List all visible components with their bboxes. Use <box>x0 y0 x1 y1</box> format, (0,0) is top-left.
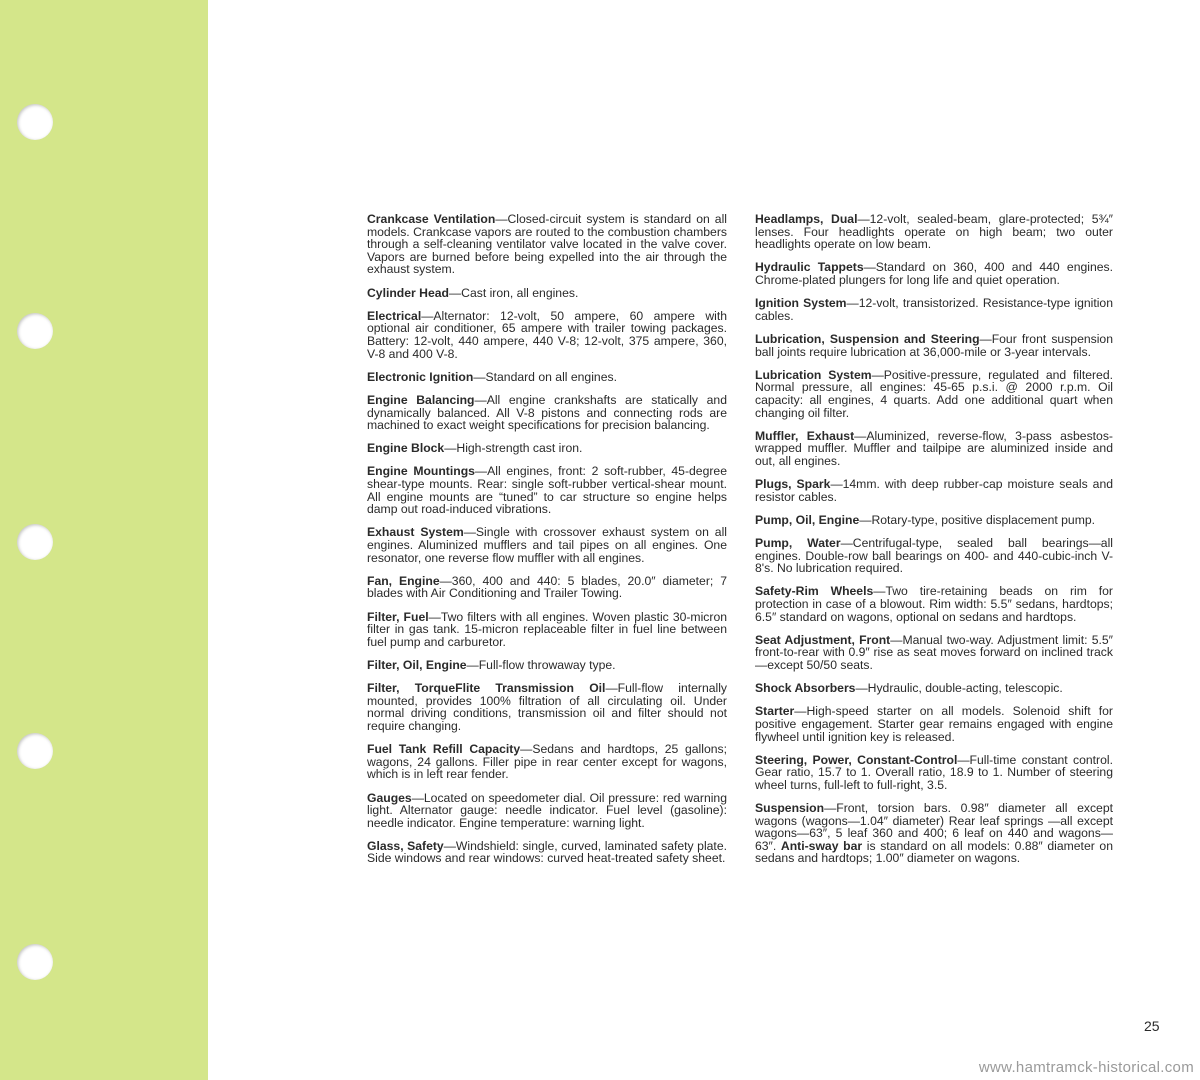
spec-text: —Two tire-retaining beads on rim for protection in case of a blowout. Rim width: 5.5″ sedans, hardtops; 6.5″ standard on wagons, optional on sedans and hardtops. <box>755 584 1113 624</box>
spec-entry <box>367 310 727 360</box>
spec-text: —Windshield: single, curved, laminated safety plate. Side windows and rear windows: curved heat-treated safety sheet. <box>367 838 727 866</box>
spec-entry-suspension <box>755 802 1113 865</box>
spec-entry <box>367 287 727 300</box>
spec-text: —All engine crankshafts are statically and dynamically balanced. All V-8 pistons and connecting rods are machined to exact weight specifications for precision balancing. <box>367 392 727 433</box>
spec-text: —Full-flow internally mounted, provides 100% filtration of all circulating oil. Under normal driving conditions, transmission oil and filter should not require changing. <box>367 681 728 733</box>
spec-text: —Standard on all engines. <box>473 369 617 384</box>
spec-entry <box>755 261 1113 286</box>
spec-entry <box>367 465 727 515</box>
spec-term: Lubrication, Suspension and Steering <box>755 331 980 346</box>
spec-text: —14mm. with deep rubber-cap moisture seals and resistor cables. <box>755 477 1114 504</box>
spec-term: Suspension <box>755 801 825 816</box>
spec-term: Steering, Power, Constant-Control <box>755 752 958 767</box>
spec-term: Fuel Tank Refill Capacity <box>367 742 521 757</box>
spec-entry <box>367 575 727 600</box>
spec-entry <box>367 840 727 865</box>
spec-entry <box>755 430 1113 468</box>
spec-text: —High-strength cast iron. <box>444 441 583 456</box>
spec-entry <box>367 526 727 564</box>
spec-entry <box>367 213 727 276</box>
binder-hole <box>17 313 53 349</box>
spec-term: Electrical <box>367 308 422 323</box>
spec-text: —Front, torsion bars. 0.98″ diameter all except wagons (wagons—1.04″ diameter) Rear leaf springs —all except wagons—63″, 5 leaf 360 and 400; 6 leaf on 440 and wagons—63″. <box>755 801 1113 853</box>
spec-term: Gauges <box>367 790 412 805</box>
spec-text: —Single with crossover exhaust system on all engines. Aluminized mufflers and tail pipes on all engines. One resonator, one reverse flow muffler with all engines. <box>367 525 727 565</box>
spec-text: —Full-flow throwaway type. <box>466 657 616 672</box>
spec-text: —Alternator: 12-volt, 50 ampere, 60 ampere with optional air conditioner, 65 ampere with trailer towing packages. Battery: 12-volt, 440 ampere, 440 V-8; 12-volt, 375 ampere, 360, V-8 and 400 V-8. <box>367 308 727 361</box>
spec-term: Fan, Engine <box>367 573 440 588</box>
spec-text: —Standard on 360, 400 and 440 engines. Chrome-plated plungers for long life and quiet operation. <box>755 260 1113 287</box>
spec-term: Shock Absorbers <box>755 681 856 696</box>
spec-term: Crankcase Ventilation <box>367 212 496 226</box>
spec-term: Pump, Water <box>755 536 841 551</box>
spec-entry <box>755 333 1113 358</box>
spec-text: —Located on speedometer dial. Oil pressure: red warning light. Alternator gauge: needle indicator. Fuel level (gasoline): needle indicator. Engine temperature: warning light. <box>367 790 727 830</box>
spec-term: Filter, Fuel <box>367 609 429 624</box>
spec-entry <box>755 682 1113 695</box>
spec-term: Electronic Ignition <box>367 369 474 384</box>
page-number: 25 <box>1144 1018 1160 1034</box>
left-spec-column <box>367 213 727 876</box>
spec-term: Seat Adjustment, Front <box>755 632 891 647</box>
spec-term: Engine Block <box>367 441 445 456</box>
spec-term: Plugs, Spark <box>755 477 831 492</box>
spec-term: Starter <box>755 704 795 719</box>
spec-term: Pump, Oil, Engine <box>755 512 860 527</box>
spec-text: —Sedans and hardtops, 25 gallons; wagons, 24 gallons. Filler pipe in rear center except for wagons, which is in left rear fender. <box>367 742 727 782</box>
spec-text: —Four front suspension ball joints require lubrication at 36,000-mile or 3-year intervals. <box>755 331 1113 359</box>
spec-term: Muffler, Exhaust <box>755 428 855 443</box>
spec-term: Filter, TorqueFlite Transmission Oil <box>367 681 606 696</box>
binder-hole <box>17 733 53 769</box>
spec-text: —All engines, front: 2 soft-rubber, 45-degree shear-type mounts. Rear: single soft-rubber vertical-shear mount. All engine mounts are “tuned” to car structure so engine helps damp out road-induced vibrations. <box>367 464 727 517</box>
spec-text: —12-volt, transistorized. Resistance-type ignition cables. <box>755 296 1113 323</box>
spec-text: —Closed-circuit system is standard on all models. Crankcase vapors are routed to the combustion chambers through a self-cleaning ventilator valve located in the valve cover. Vapors are burned before being expelled into the air through the exhaust system. <box>367 212 727 277</box>
spec-term: Engine Balancing <box>367 392 475 407</box>
spec-term: Engine Mountings <box>367 464 475 479</box>
binder-hole <box>17 524 53 560</box>
spec-entry <box>367 743 727 781</box>
binder-strip <box>0 0 208 1080</box>
spec-text: —Positive-pressure, regulated and filtered. Normal pressure, all engines: 45-65 p.s.i. @ 2000 r.p.m. Oil capacity: all engines, 4 quarts. Add one additional quart when changing oil filter. <box>755 367 1113 420</box>
spec-term: Safety-Rim Wheels <box>755 584 874 599</box>
spec-entry <box>755 297 1113 322</box>
binder-hole <box>17 104 53 140</box>
spec-entry <box>755 369 1113 419</box>
spec-entry <box>755 478 1113 503</box>
spec-text: —Centrifugal-type, sealed ball bearings—all engines. Double-row ball bearings on 400- and 440-cubic-inch V-8's. No lubrication required. <box>755 536 1113 576</box>
spec-entry <box>755 213 1113 251</box>
spec-term: Filter, Oil, Engine <box>367 657 467 672</box>
binder-hole <box>17 944 53 980</box>
spec-entry <box>367 682 727 732</box>
spec-term: Glass, Safety <box>367 838 444 853</box>
spec-text: —360, 400 and 440: 5 blades, 20.0″ diameter; 7 blades with Air Conditioning and Trailer Towing. <box>367 573 727 601</box>
spec-entry <box>367 442 727 455</box>
spec-entry <box>367 611 727 649</box>
spec-term: Cylinder Head <box>367 285 449 300</box>
spec-term: Anti-sway bar <box>780 838 863 853</box>
spec-entry <box>755 514 1113 527</box>
spec-text: —Rotary-type, positive displacement pump. <box>859 512 1096 527</box>
spec-text: —High-speed starter on all models. Solenoid shift for positive engagement. Starter gear remains engaged with engine flywheel until ignition key is released. <box>755 704 1113 744</box>
spec-entry <box>367 792 727 830</box>
spec-entry <box>755 585 1113 623</box>
right-spec-column <box>755 213 1113 876</box>
spec-entry <box>755 705 1113 743</box>
spec-entry <box>755 634 1113 672</box>
spec-text: —Two filters with all engines. Woven plastic 30-micron filter in gas tank. 15-micron replaceable filter in fuel line between fuel pump and carburetor. <box>367 609 728 649</box>
spec-entry <box>367 371 727 384</box>
spec-term: Hydraulic Tappets <box>755 260 864 275</box>
spec-text: —Full-time constant control. Gear ratio, 15.7 to 1. Overall ratio, 18.9 to 1. Number of steering wheel turns, full-left to full-right, 3.5. <box>755 752 1113 792</box>
spec-text: —Aluminized, reverse-flow, 3-pass asbestos-wrapped muffler. Muffler and tailpipe are aluminized inside and out, all engines. <box>755 428 1113 468</box>
spec-text: is standard on all models: 0.88″ diameter on sedans and hardtops; 1.00″ diameter on wagons. <box>755 838 1113 866</box>
spec-entry <box>755 754 1113 792</box>
spec-term: Lubrication System <box>755 367 872 382</box>
spec-entry <box>367 394 727 432</box>
spec-term: Headlamps, Dual <box>755 212 858 226</box>
spec-entry <box>367 659 727 672</box>
spec-text: —12-volt, sealed-beam, glare-protected; 5¾″ lenses. Four headlights operate on high beam; two outer headlights operate on low beam. <box>755 212 1113 252</box>
spec-entry <box>755 537 1113 575</box>
watermark: www.hamtramck-historical.com <box>978 1059 1194 1076</box>
spec-text: —Hydraulic, double-acting, telescopic. <box>855 681 1063 696</box>
spec-term: Ignition System <box>755 296 847 311</box>
spec-text: —Manual two-way. Adjustment limit: 5.5″ front-to-rear with 0.9″ rise as seat moves forward on inclined track—except 50/50 seats. <box>755 632 1113 672</box>
spec-text: —Cast iron, all engines. <box>448 285 579 300</box>
spec-term: Exhaust System <box>367 525 464 540</box>
